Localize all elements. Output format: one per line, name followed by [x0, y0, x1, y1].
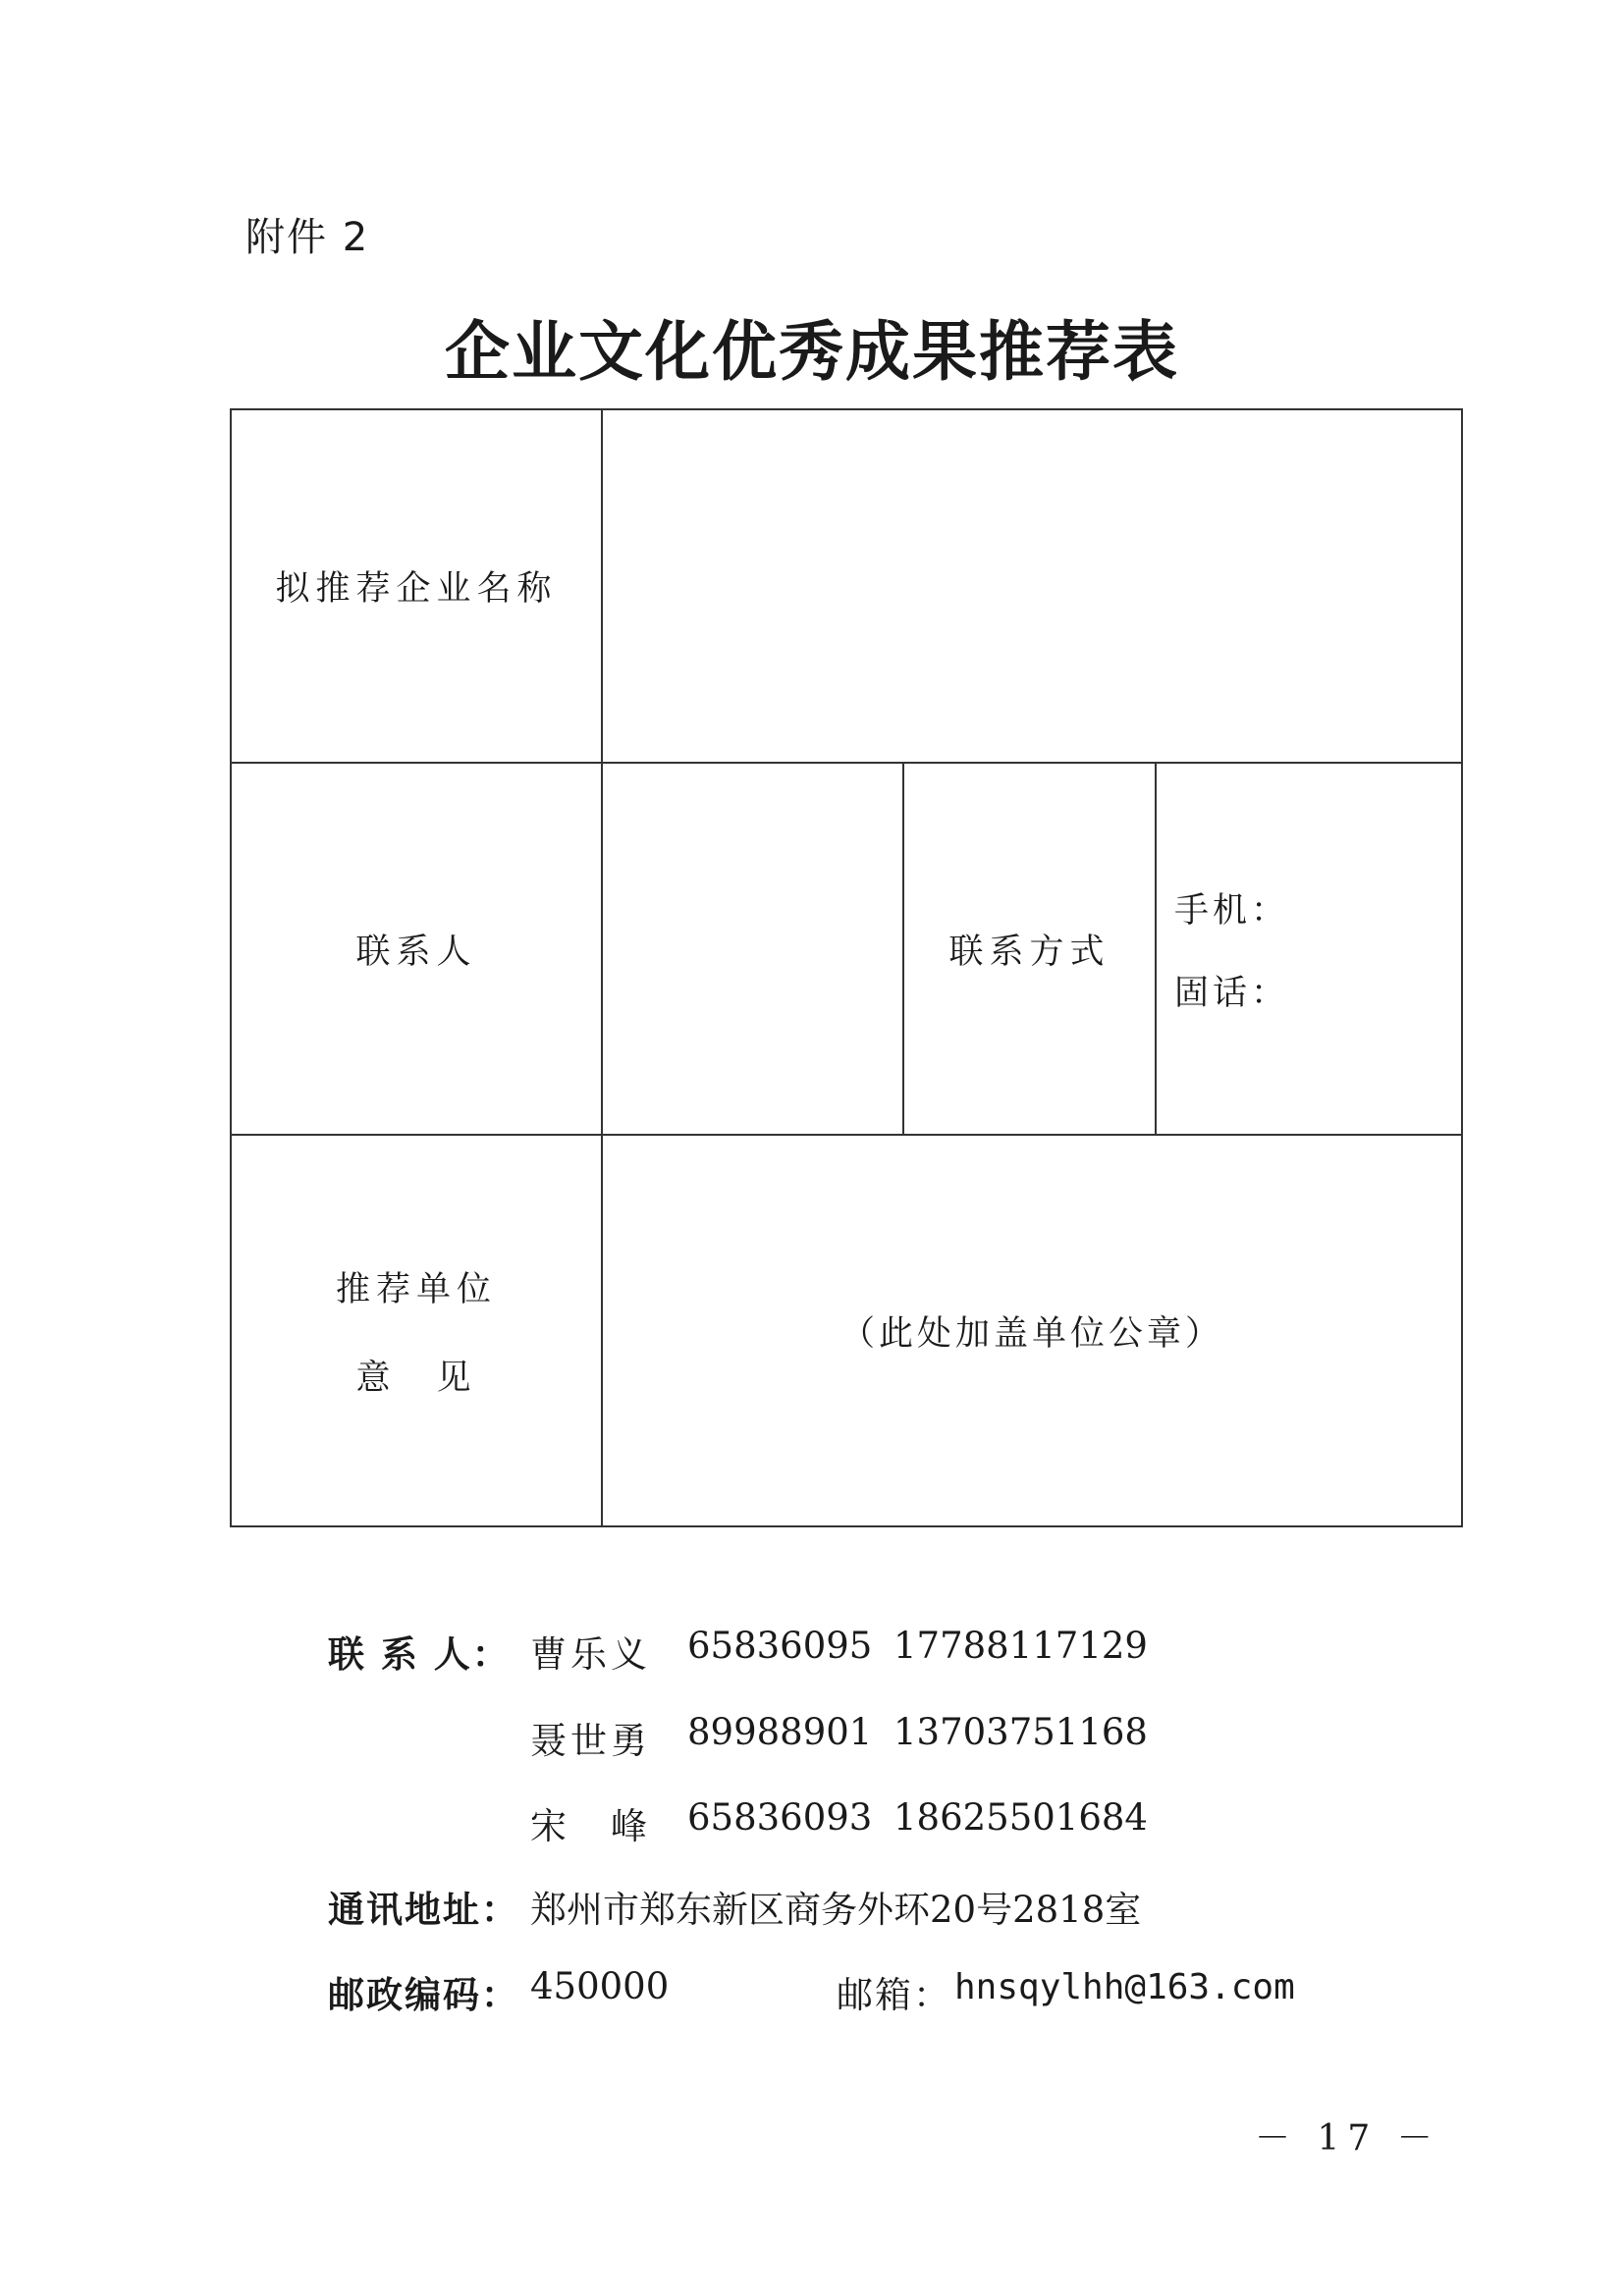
- postcode-label: 邮政编码：: [328, 1973, 519, 2016]
- page-title: 企业文化优秀成果推荐表: [445, 313, 1179, 390]
- contact-mobile-1: 17788117129: [893, 1625, 1148, 1667]
- contact-method-label: 联系方式: [948, 932, 1110, 972]
- page-number: － 17 －: [1255, 2118, 1440, 2159]
- address-value: 郑州市郑东新区商务外环20号2818室: [530, 1889, 1142, 1931]
- company-name-label: 拟推荐企业名称: [275, 569, 558, 609]
- seal-note: （此处加盖单位公章）: [839, 1313, 1223, 1354]
- contacts-label: 联 系 人：: [328, 1632, 511, 1676]
- contact-office-3: 65836093: [687, 1796, 873, 1839]
- email-value[interactable]: hnsqylhh@163.com: [954, 1967, 1295, 2007]
- unit-opinion-field[interactable]: [603, 1136, 1461, 1525]
- mobile-label: 手机：: [1174, 890, 1290, 931]
- contact-office-1: 65836095: [687, 1625, 873, 1667]
- recommendation-form: [230, 408, 1463, 1527]
- address-label: 通讯地址：: [328, 1888, 519, 1931]
- postcode-value: 450000: [530, 1965, 670, 2007]
- contact-person-field[interactable]: [603, 764, 902, 1134]
- contact-name-2: 聂世勇: [530, 1720, 651, 1762]
- contact-office-2: 89988901: [687, 1711, 873, 1753]
- contact-method-field[interactable]: [1157, 764, 1461, 1134]
- company-name-field[interactable]: [603, 410, 1461, 762]
- unit-opinion-label: [232, 1136, 601, 1525]
- email-label: 邮箱：: [837, 1974, 951, 2016]
- contact-name-3: 宋 峰: [530, 1805, 651, 1847]
- contact-mobile-3: 18625501684: [893, 1796, 1148, 1839]
- contact-person-label: 联系人: [355, 932, 477, 972]
- contact-name-1: 曹乐义: [530, 1633, 651, 1676]
- unit-opinion-label-line1: 推荐单位: [335, 1269, 497, 1309]
- unit-opinion-label-line2: 意 见: [355, 1358, 477, 1398]
- landline-label: 固话：: [1174, 973, 1290, 1013]
- contact-mobile-2: 13703751168: [893, 1711, 1148, 1753]
- attachment-label: 附件 2: [245, 215, 370, 260]
